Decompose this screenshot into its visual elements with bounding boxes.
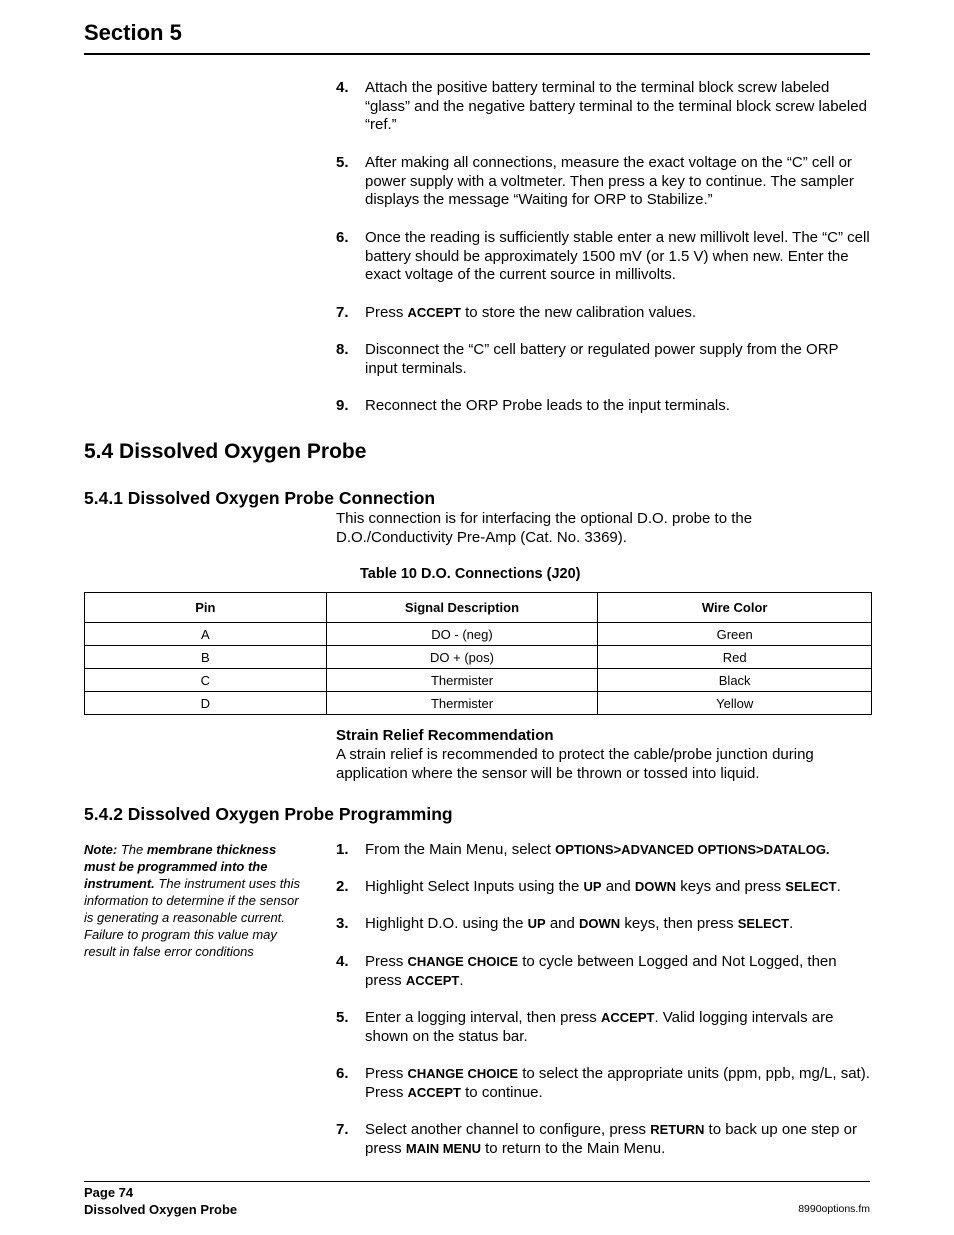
step-number: 8. (336, 341, 349, 358)
step-item (336, 341, 870, 378)
side-note: Note: The membrane thickness must be programmed into the instrument. The instrument uses this information to determine if the sensor is generating a reasonable current. Failure to program this value may result in false error conditions (84, 842, 301, 959)
pin-cell: C (85, 669, 327, 692)
pin-cell: B (85, 646, 327, 669)
signal-cell: Thermister (326, 692, 598, 715)
step-item (336, 1009, 870, 1046)
footer-filename: 8990options.fm (798, 1203, 870, 1215)
page-number: Page 74 (84, 1185, 134, 1200)
header-rule (84, 53, 870, 55)
strain-relief-text: A strain relief is recommended to protect the cable/probe junction during application where the sensor will be thrown or tossed into liquid. (336, 746, 814, 782)
step-item (336, 79, 870, 135)
step-text: From the Main Menu, select OPTIONS>ADVANCED OPTIONS>DATALOG. (365, 841, 830, 858)
step-text: Enter a logging interval, then press ACCEPT. Valid logging intervals are shown on the status bar. (365, 1009, 834, 1045)
pin-cell: A (85, 623, 327, 646)
step-number: 5. (336, 154, 349, 171)
step-item (336, 154, 870, 210)
step-item (336, 304, 870, 323)
table-row (85, 669, 872, 692)
step-number: 9. (336, 397, 349, 414)
wire-color-cell: Green (598, 623, 872, 646)
table-header-row (85, 593, 872, 623)
step-item (336, 878, 870, 897)
wire-color-cell: Red (598, 646, 872, 669)
signal-cell: DO + (pos) (326, 646, 598, 669)
step-text: After making all connections, measure the exact voltage on the “C” cell or power supply with a voltmeter. Then press a key to continue. The sampler displays the message “Waiting for ORP to Stabilize.” (365, 154, 854, 209)
section-title: Section 5 (84, 20, 182, 45)
footer-rule (84, 1181, 870, 1182)
table-row (85, 692, 872, 715)
step-number: 4. (336, 79, 349, 96)
step-text: Disconnect the “C” cell battery or regulated power supply from the ORP input terminals. (365, 341, 839, 377)
table-row (85, 623, 872, 646)
step-item (336, 397, 870, 416)
step-text: Once the reading is sufficiently stable enter a new millivolt level. The “C” cell battery should be approximately 1500 mV (or 1.5 V) when new. Enter the exact voltage of the current source in millivolts. (365, 229, 870, 284)
step-number: 2. (336, 878, 349, 895)
step-number: 4. (336, 953, 349, 970)
step-item (336, 1121, 870, 1158)
step-item (336, 229, 870, 285)
do-connections-table (84, 592, 872, 715)
col-header-signal: Signal Description (326, 593, 598, 623)
footer-title: Dissolved Oxygen Probe (84, 1202, 238, 1217)
heading-5-4-2: 5.4.2 Dissolved Oxygen Probe Programming (84, 804, 453, 824)
signal-cell: DO - (neg) (326, 623, 598, 646)
step-number: 7. (336, 1121, 349, 1138)
strain-relief-heading: Strain Relief Recommendation (336, 727, 554, 744)
step-number: 5. (336, 1009, 349, 1026)
step-text: Attach the positive battery terminal to the terminal block screw labeled “glass” and the negative battery terminal to the terminal block screw labeled “ref.” (365, 79, 867, 134)
step-text: Press ACCEPT to store the new calibration values. (365, 304, 697, 321)
step-text: Press CHANGE CHOICE to cycle between Logged and Not Logged, then press ACCEPT. (365, 953, 837, 989)
step-number: 6. (336, 229, 349, 246)
table-caption: Table 10 D.O. Connections (J20) (360, 566, 581, 582)
step-item (336, 1065, 870, 1102)
step-text: Reconnect the ORP Probe leads to the input terminals. (365, 397, 730, 414)
step-text: Highlight Select Inputs using the UP and DOWN keys and press SELECT. (365, 878, 841, 895)
table-row (85, 646, 872, 669)
step-text: Highlight D.O. using the UP and DOWN keys, then press SELECT. (365, 915, 794, 932)
heading-5-4: 5.4 Dissolved Oxygen Probe (84, 440, 367, 463)
signal-cell: Thermister (326, 669, 598, 692)
col-header-wire-color: Wire Color (598, 593, 872, 623)
step-number: 7. (336, 304, 349, 321)
heading-5-4-1: 5.4.1 Dissolved Oxygen Probe Connection (84, 488, 436, 508)
step-item (336, 953, 870, 990)
col-header-pin: Pin (85, 593, 327, 623)
step-text: Press CHANGE CHOICE to select the appropriate units (ppm, ppb, mg/L, sat). Press ACCEPT to continue. (365, 1065, 870, 1101)
step-number: 3. (336, 915, 349, 932)
step-number: 6. (336, 1065, 349, 1082)
wire-color-cell: Black (598, 669, 872, 692)
wire-color-cell: Yellow (598, 692, 872, 715)
step-item (336, 915, 870, 934)
step-text: Select another channel to configure, press RETURN to back up one step or press MAIN MENU to return to the Main Menu. (365, 1121, 857, 1157)
connection-intro: This connection is for interfacing the optional D.O. probe to the D.O./Conductivity Pre-Amp (Cat. No. 3369). (336, 510, 753, 546)
step-item (336, 841, 870, 860)
pin-cell: D (85, 692, 327, 715)
step-number: 1. (336, 841, 349, 858)
